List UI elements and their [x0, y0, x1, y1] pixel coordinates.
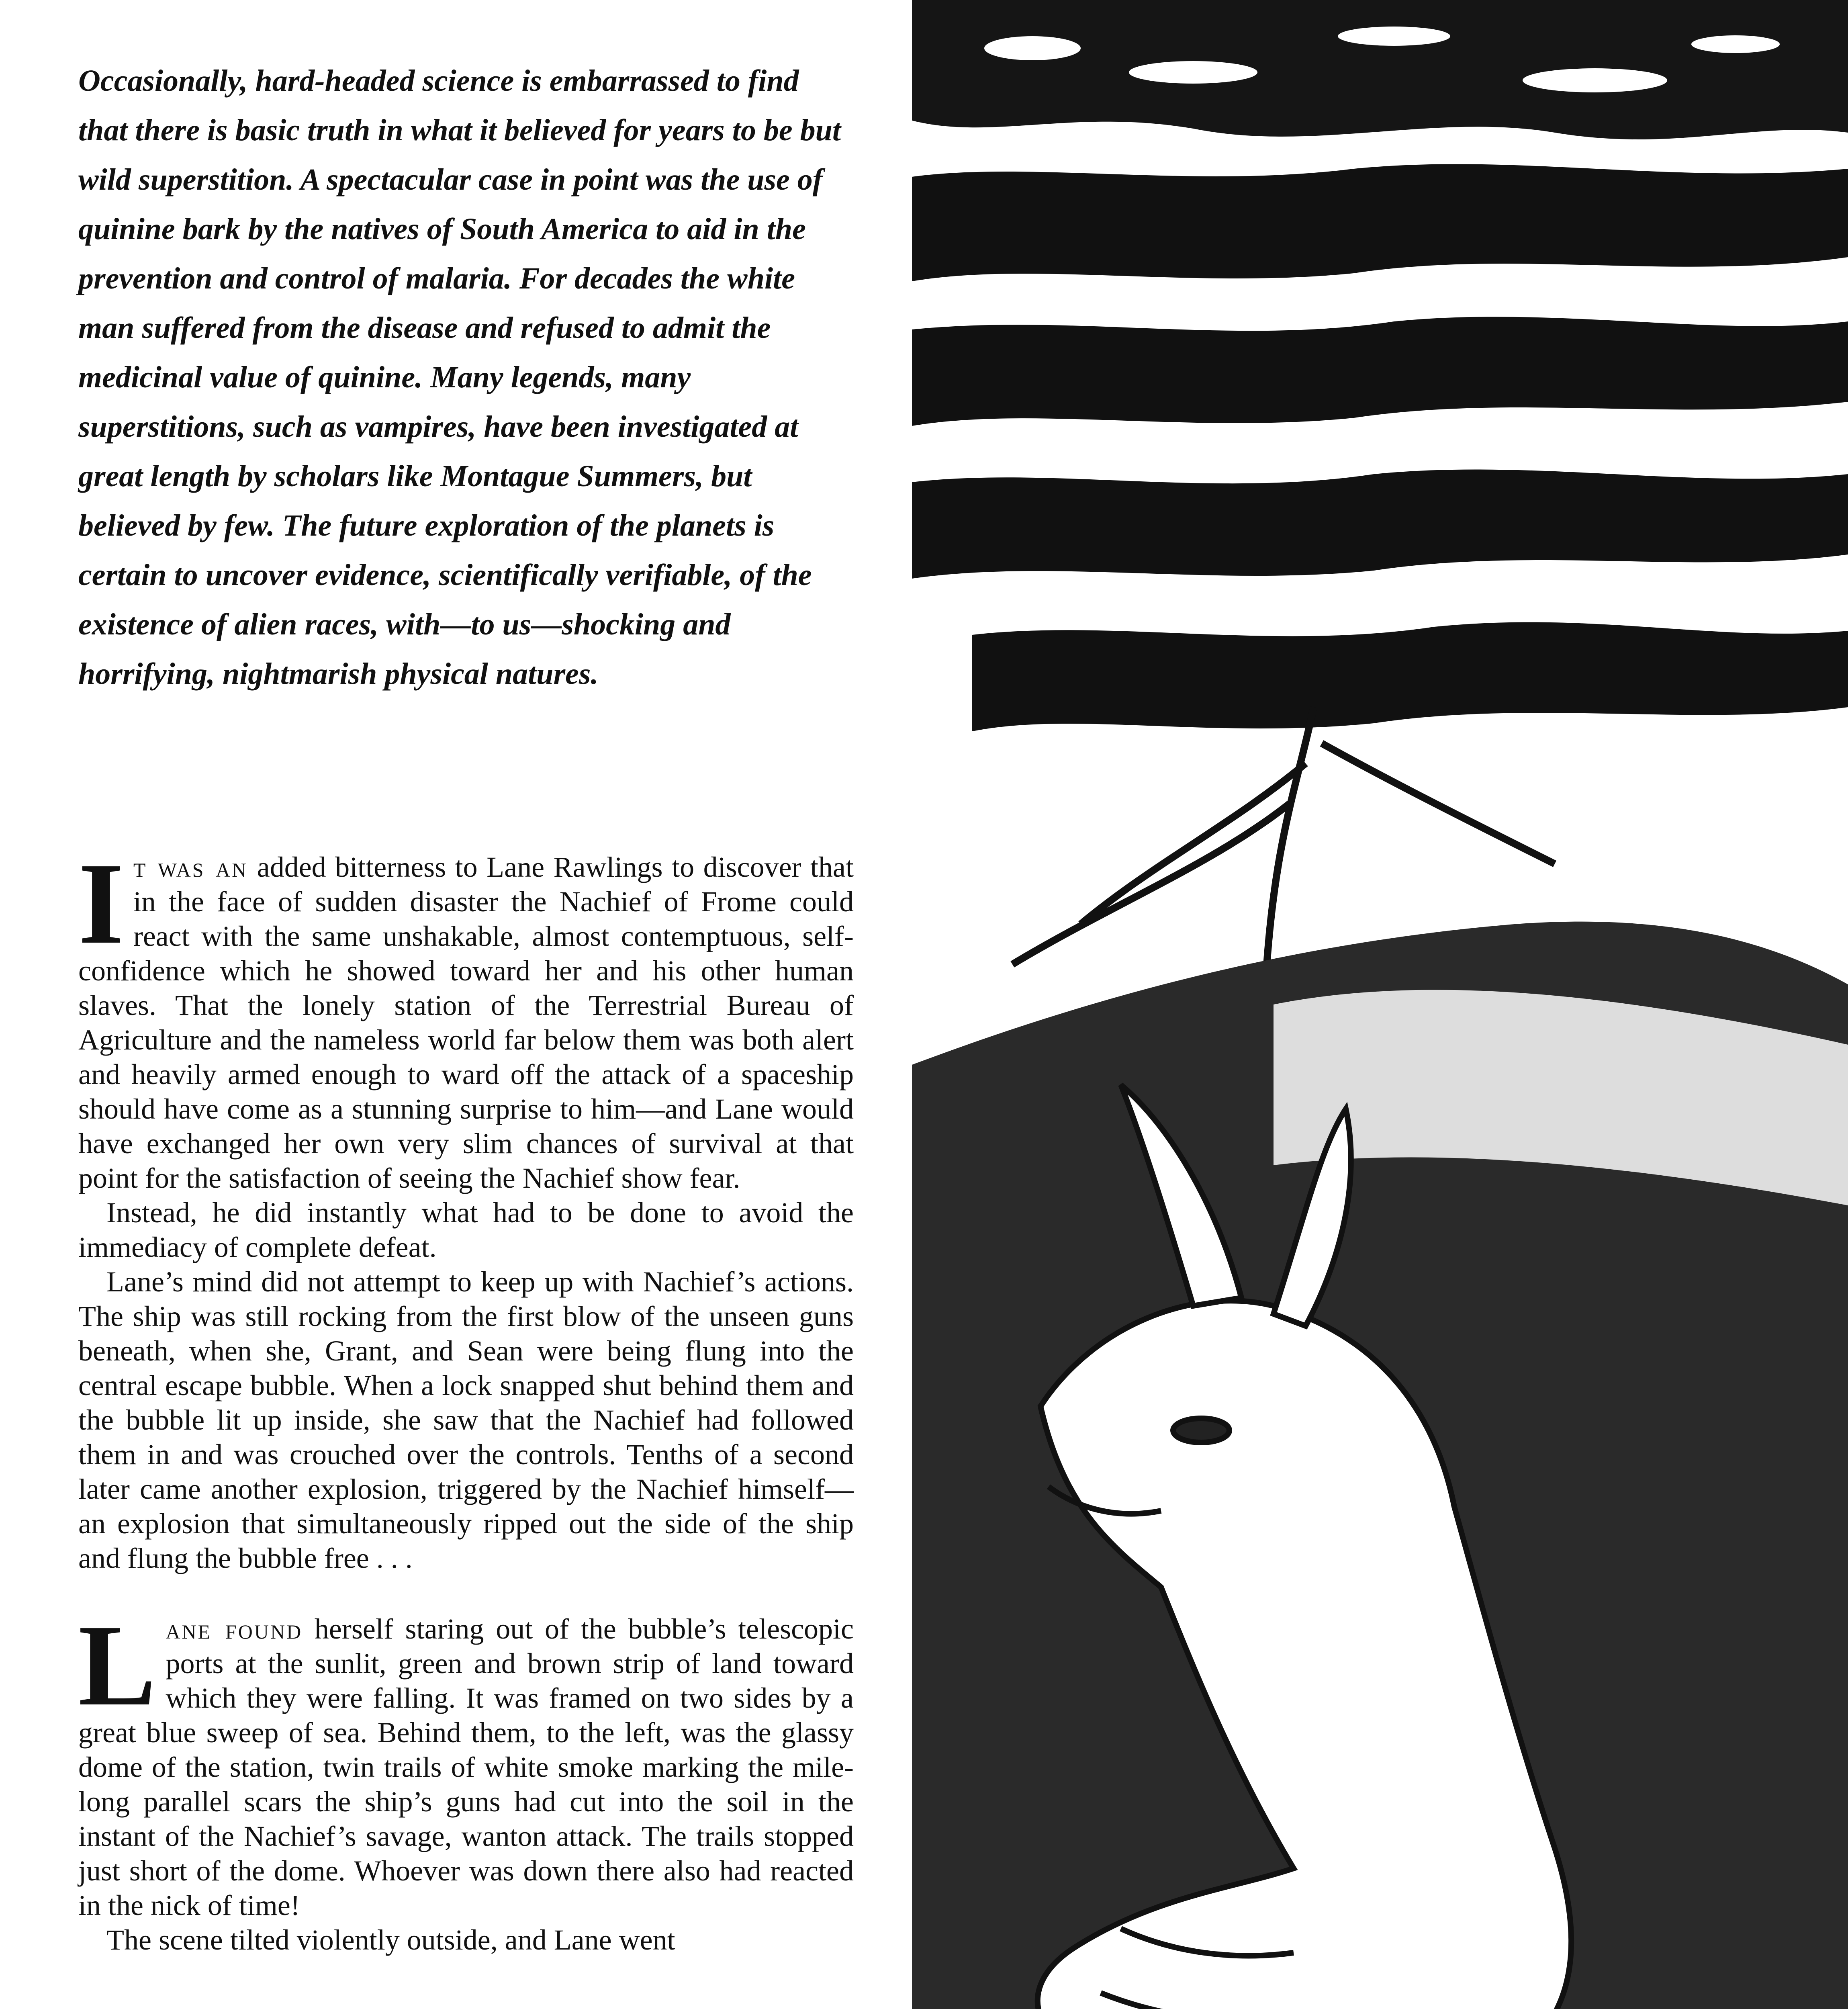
paragraph-text: added bitterness to Lane Rawlings to discover that in the face of sudden disaster the Nachief of Frome could react with the same unshakable, almost contemptuous, self-confidence which he showed toward her and his other human slaves. That the lonely station of the Terrestrial Bureau of Agriculture and the nameless world far below them was both alert and heavily armed enough to ward off the attack of a spaceship should have come as a stunning surprise to him—and Lane would have exchanged her own very slim chances of survival at that point for the satisfaction of seeing the Nachief show fear.	[78, 851, 854, 1194]
story-paragraph: Instead, he did instantly what had to be done to avoid the immediacy of complete defeat.	[78, 1197, 854, 1263]
paragraph-text: herself staring out of the bubble’s telescopic ports at the sunlit, green and brown strip of land toward which they were falling. It was framed on two sides by a great blue sweep of sea. Behind them, to the left, was the glassy dome of the station, twin trails of white smoke marking the mile-long parallel scars the ship’s guns had cut into the soil in the instant of the Nachief’s savage, wanton attack. The trails stopped just short of the dome. Whoever was down there also had reacted in the nick of time!	[78, 1613, 854, 1921]
story-paragraph	[78, 839, 854, 1195]
opening-caps: t was an	[133, 851, 248, 883]
opening-caps: ane found	[166, 1613, 303, 1645]
section-break	[78, 1575, 854, 1612]
illustration	[912, 0, 1848, 2009]
drop-cap: L	[78, 1601, 156, 1730]
foliage-top	[912, 0, 1848, 139]
drop-cap: I	[78, 839, 124, 968]
story-paragraph: Lane’s mind did not attempt to keep up with Nachief’s actions. The ship was still rocking from the first blow of the unseen guns beneath, when she, Grant, and Sean were being flung into the central escape bubble. When a lock snapped shut behind them and the bubble lit up inside, she saw that the Nachief had followed them in and was crouched over the controls. Tenths of a second later came another explosion, triggered by the Nachief himself—an explosion that simultaneously ripped out the side of the ship and flung the bubble free . . .	[78, 1266, 854, 1574]
story-body	[78, 839, 854, 1957]
story-paragraph	[78, 1601, 854, 1923]
intro-text: Occasionally, hard-headed science is embarrassed to find that there is basic truth in what it believed for years to be but wild superstition. A spectacular case in point was the use of quinine bark by the natives of South America to aid in the prevention and control of malaria. For decades the white man suffered from the disease and refused to admit the medicinal value of quinine. Many legends, many superstitions, such as vampires, have been investigated at great length by scholars like Montague Summers, but believed by few. The future exploration of the planets is certain to uncover evidence, scientifically verifiable, of the existence of alien races, with—to us—shocking and horrifying, nightmarish physical natures.	[78, 64, 841, 691]
story-paragraph: The scene tilted violently outside, and Lane went	[106, 1924, 675, 1956]
intro-column	[78, 56, 854, 699]
